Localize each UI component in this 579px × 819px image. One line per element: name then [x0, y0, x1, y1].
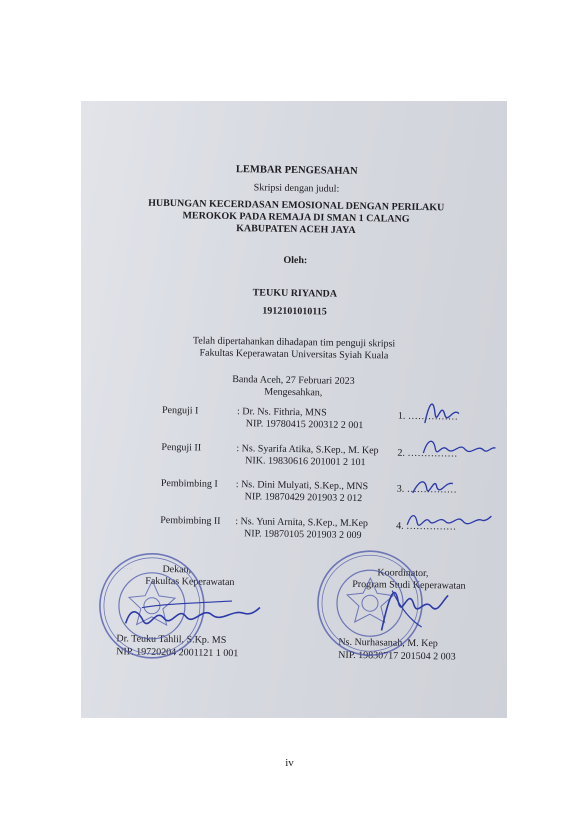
thesis-title-line-2: MEROKOK PADA REMAJA DI SMAN 1 CALANG [182, 210, 410, 225]
dean-name: Dr. Teuku Tahlil, S.Kp. MS [116, 633, 227, 646]
coordinator-id: NIP. 19830717 201504 2 003 [338, 649, 456, 663]
supervisor-2-sign-line: 4. …………… [396, 520, 457, 533]
supervisor-1-id: NIP. 19870429 201903 2 012 [244, 491, 363, 505]
examiner-1-role: Penguji I [161, 404, 199, 417]
signature-supervisor-1 [409, 471, 459, 502]
supervisor-1-name: : Ns. Dini Mulyati, S.Kep., MNS [235, 479, 369, 493]
supervisor-2-role: Pembimbing II [160, 514, 221, 527]
defense-line-2: Fakultas Keperawatan Universitas Syiah Kuala [199, 347, 389, 362]
page-number: iv [285, 757, 294, 769]
examiner-2-role: Penguji II [161, 441, 202, 454]
examiner-1-sign-line: 1. …………… [397, 410, 459, 423]
dean-id: NIP. 19720204 2001121 1 001 [116, 646, 239, 660]
examiner-1-id: NIP. 19780415 200312 2 001 [245, 418, 364, 432]
supervisor-1-sign-line: 3. …………… [396, 483, 457, 496]
coordinator-title: Koordinator, [377, 567, 429, 580]
coordinator-name: Ns. Nurhasanah, M. Kep [338, 636, 438, 650]
thesis-title-line-3: KABUPATEN ACEH JAYA [236, 223, 356, 236]
examiner-2-name: : Ns. Syarifa Atika, S.Kep., M. Kep [236, 443, 379, 457]
coordinator-unit: Program Studi Keperawatan [352, 578, 466, 592]
author-name: TEUKU RIYANDA [252, 287, 338, 300]
svg-text:· · · · ·: · · · · · [117, 566, 132, 573]
supervisor-2-id: NIP. 19870105 201903 2 009 [243, 528, 362, 542]
approval-page [81, 101, 507, 718]
by-label: Oleh: [283, 254, 308, 267]
signature-coordinator [361, 570, 452, 641]
supervisor-2-name: : Ns. Yuni Arnita, S.Kep., M.Kep [235, 516, 369, 530]
subtitle: Skripsi dengan judul: [253, 182, 340, 195]
signature-examiner-1 [415, 393, 466, 434]
place-date: Banda Aceh, 27 Februari 2023 [232, 374, 355, 387]
examiner-2-sign-line: 2. …………… [397, 447, 458, 460]
page-title: LEMBAR PENGESAHAN [235, 164, 358, 177]
dean-unit: Fakultas Keperawatan [145, 575, 235, 589]
scanned-document [81, 101, 507, 718]
supervisor-1-role: Pembimbing I [160, 477, 218, 490]
defense-line-1: Telah dipertahankan dihadapan tim penguji skripsi [192, 335, 396, 350]
student-id: 1912101010115 [262, 305, 327, 318]
dean-title: Dekan, [162, 563, 192, 576]
examiner-1-name: : Dr. Ns. Fithria, MNS [236, 406, 327, 419]
signature-dean [121, 583, 262, 635]
signature-supervisor-2 [403, 507, 493, 536]
examiner-2-id: NIK. 19830616 201001 2 101 [245, 455, 366, 469]
approval-label: Mengesahkan, [264, 386, 323, 399]
signature-examiner-2 [419, 433, 499, 464]
thesis-title-line-1: HUBUNGAN KECERDASAN EMOSIONAL DENGAN PERILAKU [148, 197, 445, 214]
